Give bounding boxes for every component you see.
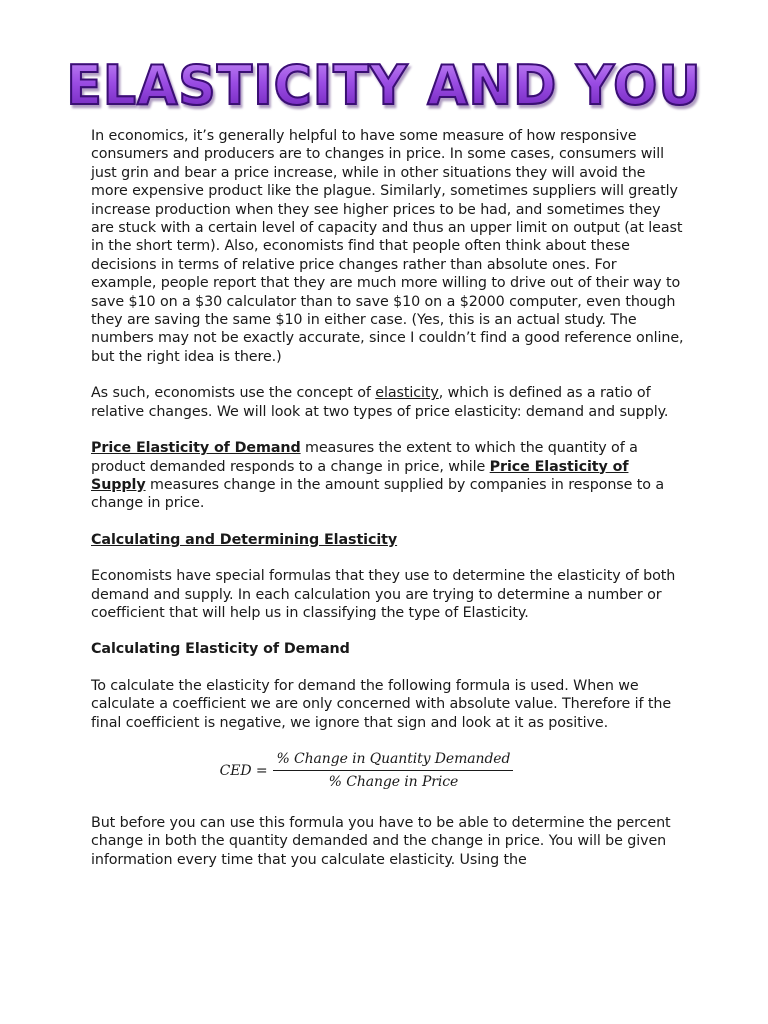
percent-change-paragraph: But before you can use this formula you have to be able to determine the percent change in both the quantity demanded and the change in price. You will be given information every time that you calculate elasticity. Using the [91, 814, 671, 868]
formula-denominator: % Change in Price [328, 774, 459, 791]
formula-fraction [273, 750, 513, 792]
formula-numerator: % Change in Quantity Demanded [273, 750, 513, 771]
elasticity-definition-paragraph [91, 384, 686, 421]
intro-paragraph: In economics, it’s generally helpful to have some measure of how responsive consumers and producers are to changes in price. In some cases, consumers will just grin and bear a price increase, while in other situations they will avoid the more expensive product like the plague. Similarly, sometimes suppliers will greatly increase production when they see higher prices to be had, and sometimes they are stuck with a certain level of capacity and thus an upper limit on output (at least in the short term). Also, economists find that people often think about these decisions in terms of relative price changes rather than absolute ones. For example, people report that they are much more willing to drive out of their way to save $10 on a $30 calculator than to save $10 on a $2000 computer, even though they are saving the same $10 in either case. (Yes, this is an actual study. The numbers may not be exactly accurate, since I couldn’t find a good reference online, but the right idea is there.) [91, 128, 684, 365]
price-elasticity-demand-term: Price Elasticity of Demand [91, 440, 301, 457]
demand-formula-intro-paragraph: To calculate the elasticity for demand the following formula is used. When we calculate a coefficient we are only concerned with absolute value. Therefore if the final coefficient is negative, we ignore that sign and look at it as positive. [91, 677, 672, 731]
formula-lhs: CED = [219, 762, 268, 779]
section-heading-calculating-determining: Calculating and Determining Elasticity [91, 531, 398, 548]
paragraph-text: measures change in the amount supplied by companies in response to a change in price. [91, 476, 665, 512]
paragraph-text: , which is defined as a ratio of relative changes. We will look at two types of price elasticity: demand and supply. [91, 385, 669, 420]
ced-formula [69, 750, 664, 792]
price-elasticity-supply-term: Price Elasticity of Supply [91, 458, 629, 493]
formulas-paragraph: Economists have special formulas that they use to determine the elasticity of both demand and supply. In each calculation you are trying to determine a number or coefficient that will help us in classifying the type of Elasticity. [91, 568, 676, 621]
title-container [0, 56, 768, 116]
elasticity-term: elasticity [375, 385, 439, 402]
paragraph-text: measures the extent to which the quantity of a product demanded responds to a change in price, while [91, 440, 638, 475]
page-title: ELASTICITY AND YOU [66, 54, 702, 118]
formula-equation [220, 750, 514, 792]
section-heading-calculating-demand: Calculating Elasticity of Demand [91, 641, 350, 658]
paragraph-text: As such, economists use the concept of [91, 385, 376, 402]
document-body [91, 127, 686, 887]
price-elasticity-paragraph [91, 439, 686, 513]
